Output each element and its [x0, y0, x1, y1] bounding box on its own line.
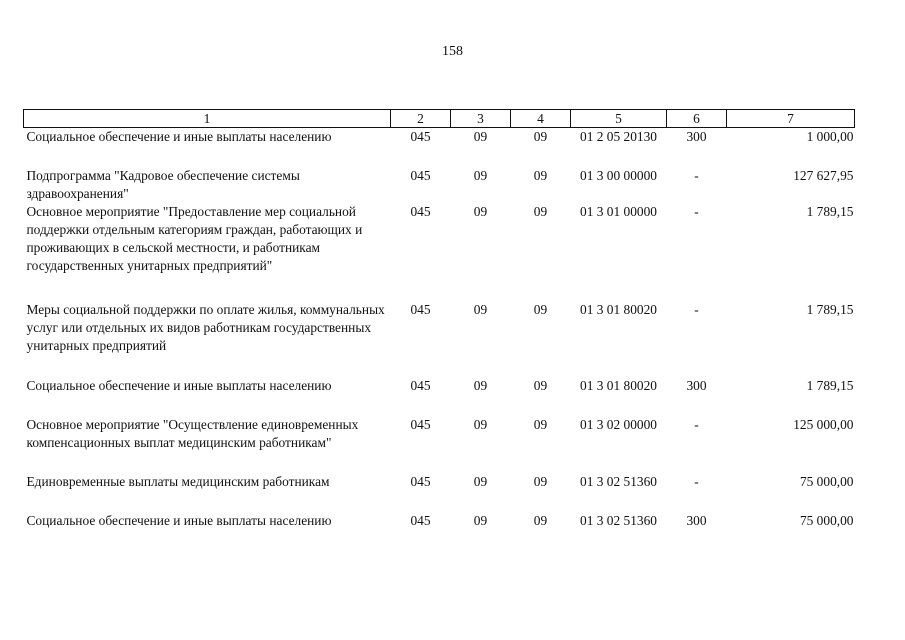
table-body [24, 128, 855, 542]
table-row [24, 203, 855, 301]
row-code-target: 01 3 00 00000 [580, 167, 657, 183]
row-code-section: 09 [473, 473, 488, 489]
row-code-subsection: 09 [533, 377, 548, 393]
row-code-subsection: 09 [533, 203, 548, 219]
header-col-5: 5 [571, 110, 667, 128]
row-amount: 75 000,00 [799, 473, 854, 489]
header-col-7: 7 [727, 110, 855, 128]
row-code-target: 01 3 01 80020 [580, 301, 657, 317]
row-amount: 125 000,00 [793, 416, 854, 432]
row-code-target: 01 3 01 00000 [580, 203, 657, 219]
table-row [24, 301, 855, 377]
row-code-expense-type: - [694, 301, 699, 317]
row-code-admin: 045 [410, 301, 431, 317]
row-amount: 1 789,15 [806, 301, 854, 317]
row-code-admin: 045 [410, 512, 431, 528]
row-code-target: 01 3 02 51360 [580, 473, 657, 489]
row-name: Социальное обеспечение и иные выплаты населению [26, 512, 332, 528]
budget-table [23, 109, 855, 542]
table-header [24, 110, 855, 128]
row-code-subsection: 09 [533, 301, 548, 317]
table-row [24, 512, 855, 542]
row-code-expense-type: - [694, 203, 699, 219]
row-code-target: 01 3 01 80020 [580, 377, 657, 393]
row-code-section: 09 [473, 301, 488, 317]
row-code-admin: 045 [410, 167, 431, 183]
row-code-subsection: 09 [533, 473, 548, 489]
row-code-admin: 045 [410, 473, 431, 489]
header-col-3: 3 [451, 110, 511, 128]
row-code-target: 01 3 02 00000 [580, 416, 657, 432]
row-code-subsection: 09 [533, 129, 548, 144]
row-name: Социальное обеспечение и иные выплаты населению [26, 129, 332, 144]
row-code-section: 09 [473, 167, 488, 183]
row-code-expense-type: 300 [686, 377, 707, 393]
page-number: 158 [442, 44, 463, 59]
row-name: Основное мероприятие "Осуществление единовременных компенсационных выплат медицинским работникам" [26, 416, 359, 450]
row-code-section: 09 [473, 203, 488, 219]
row-code-expense-type: 300 [686, 512, 707, 528]
row-code-expense-type: - [694, 473, 699, 489]
row-code-admin: 045 [410, 377, 431, 393]
row-code-section: 09 [473, 129, 488, 144]
row-code-expense-type: - [694, 416, 699, 432]
row-code-section: 09 [473, 377, 488, 393]
row-amount: 75 000,00 [799, 512, 854, 528]
table-row [24, 377, 855, 416]
table-row [24, 416, 855, 473]
header-col-6: 6 [667, 110, 727, 128]
row-name: Единовременные выплаты медицинским работникам [26, 473, 330, 489]
row-code-section: 09 [473, 512, 488, 528]
row-code-subsection: 09 [533, 512, 548, 528]
header-col-4: 4 [511, 110, 571, 128]
row-code-target: 01 3 02 51360 [580, 512, 657, 528]
table-row [24, 167, 855, 203]
row-code-target: 01 2 05 20130 [580, 129, 657, 144]
row-name: Меры социальной поддержки по оплате жилья, коммунальных услуг или отдельных их видов работникам государственных унитарных предприятий [26, 301, 385, 353]
header-row [24, 110, 855, 128]
row-code-admin: 045 [410, 416, 431, 432]
row-amount: 1 000,00 [806, 129, 854, 144]
row-code-expense-type: - [694, 167, 699, 183]
row-name: Подпрограмма "Кадровое обеспечение системы здравоохранения" [26, 167, 300, 201]
row-amount: 1 789,15 [806, 377, 854, 393]
row-name: Социальное обеспечение и иные выплаты населению [26, 377, 332, 393]
table-row [24, 128, 855, 167]
row-code-subsection: 09 [533, 167, 548, 183]
row-amount: 1 789,15 [806, 203, 854, 219]
table-row [24, 473, 855, 512]
header-col-1: 1 [24, 110, 391, 128]
row-code-section: 09 [473, 416, 488, 432]
row-name: Основное мероприятие "Предоставление мер социальной поддержки отдельным категориям граждан, работающих и проживающих в сельской местности, и работникам государственных унитарных предприятий" [26, 203, 363, 273]
row-amount: 127 627,95 [793, 167, 854, 183]
header-col-2: 2 [391, 110, 451, 128]
row-code-admin: 045 [410, 203, 431, 219]
row-code-admin: 045 [410, 129, 431, 144]
row-code-expense-type: 300 [686, 129, 707, 144]
row-code-subsection: 09 [533, 416, 548, 432]
